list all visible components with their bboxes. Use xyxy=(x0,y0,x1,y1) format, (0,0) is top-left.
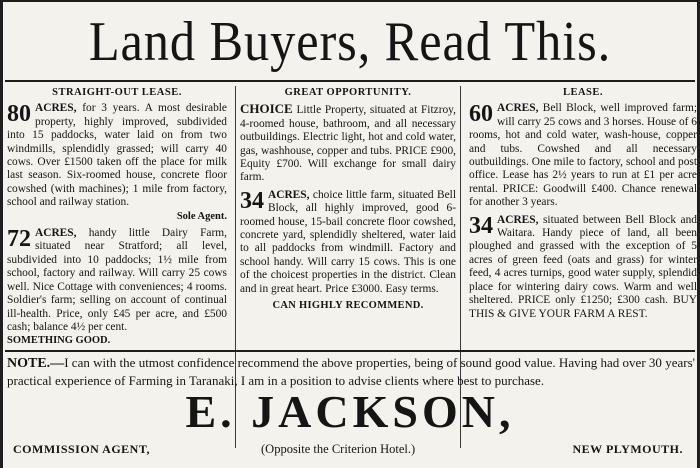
listing-first-word: CHOICE xyxy=(240,101,293,117)
agent-town: NEW PLYMOUTH. xyxy=(572,442,683,456)
listing-fitzroy-property xyxy=(240,102,456,184)
listing-60-acres xyxy=(469,102,697,209)
listing-number: 72 xyxy=(7,226,31,253)
agent-address: (Opposite the Criterion Hotel.) xyxy=(261,442,416,456)
headline-rule xyxy=(5,80,695,82)
note-lead: NOTE.— xyxy=(7,356,65,371)
listing-34-acres-bell-block xyxy=(240,189,456,313)
listing-text: for 3 years. A most desirable property, highly improved, subdivided into 15 paddocks, water laid on from two windmills, splendidly grassed; will carry 40 cows. Over £1500 taken off the place for milk last season. Six-roomed house, concrete floor cowshed (with machines); 1 mile from factory, school and railway station. xyxy=(7,102,227,209)
column-heading: LEASE. xyxy=(562,87,604,98)
something-good-line: SOMETHING GOOD. xyxy=(7,335,111,347)
listing-first-word: ACRES, xyxy=(268,188,310,201)
agent-name: E. JACKSON, xyxy=(185,386,515,437)
listing-text: Little Property, situated at Fitzroy, 4-roomed house, bathroom, and all necessary outbuildings. Electric light, hot and cold water, gas, washhouse, copper and tubs. PRICE £900, Equity £700. Will exchange for small dairy farm. xyxy=(240,104,456,184)
listing-number: 60 xyxy=(469,101,493,128)
listing-72-acres xyxy=(7,227,227,348)
listing-number: 80 xyxy=(7,101,31,128)
column-heading: STRAIGHT-OUT LEASE. xyxy=(52,87,182,98)
note-paragraph xyxy=(7,354,695,389)
note-rule xyxy=(5,350,695,352)
column-heading: GREAT OPPORTUNITY. xyxy=(284,87,412,98)
listing-first-word: ACRES, xyxy=(497,102,539,115)
listing-text: situated between Bell Block and Waitara. Handy piece of land, all been ploughed and grassed with the exception of 5 acres of green feed (oats and grass) for winter feed, 4 acres turnips, good water supply, splendid place for wintering dairy cows. Warm and well sheltered. PRICE only £1250; £300 cash. BUY THIS & GIVE YOUR FARM A REST. xyxy=(469,213,697,320)
listing-80-acres xyxy=(7,102,227,223)
listing-first-word: ACRES, xyxy=(497,213,539,226)
listing-text: Bell Block, well improved farm; will carry 25 cows and 3 horses. House of 6 rooms, hot and cold water, wash-house, copper and tubs. Cowshed and all necessary outbuildings. One mile to factory, school and post office. Lease has 2½ years to run at £1 per acre rental. PRICE: Goodwill £400. Chance renewal for another 3 years. xyxy=(469,102,697,209)
listing-first-word: ACRES, xyxy=(35,102,77,115)
recommend-line: CAN HIGHLY RECOMMEND. xyxy=(272,300,424,312)
listing-number: 34 xyxy=(469,212,493,239)
listing-number: 34 xyxy=(240,187,264,214)
headline: Land Buyers, Read This. xyxy=(88,11,612,73)
listing-text: choice little farm, situated Bell Block, all highly improved, good 6-roomed house, 15-bail concrete floor cowshed, concrete yard, splendidly sheltered, water laid to all paddocks from windmill. Factory and school handy. Will carry 15 cows. This is one of the choicest properties in the district. Clean and in great heart. Price £3000. Easy terms. xyxy=(240,188,456,295)
listing-text: handy little Dairy Farm, situated near Stratford; all level, subdivided into 10 paddocks; 1½ mile from school, factory and railway. Will carry 25 cows well. Nice Cottage with conveniences; 4 rooms. Soldier's farm; selling on account of continual ill-health. Price, only £45 per acre, and £500 cash; balance 4½ per cent. xyxy=(7,227,227,333)
listing-first-word: ACRES, xyxy=(35,227,77,240)
agent-title: COMMISSION AGENT, xyxy=(13,442,150,456)
note-text: I can with the utmost confidence recommend the above properties, being of sound good value. Having had over 30 years' practical experience of Farming in Taranaki, I am in a position to advise clients where best to purchase. xyxy=(7,355,695,388)
sole-agent-line: Sole Agent. xyxy=(176,210,227,222)
listing-34-acres-waitara xyxy=(469,214,697,321)
